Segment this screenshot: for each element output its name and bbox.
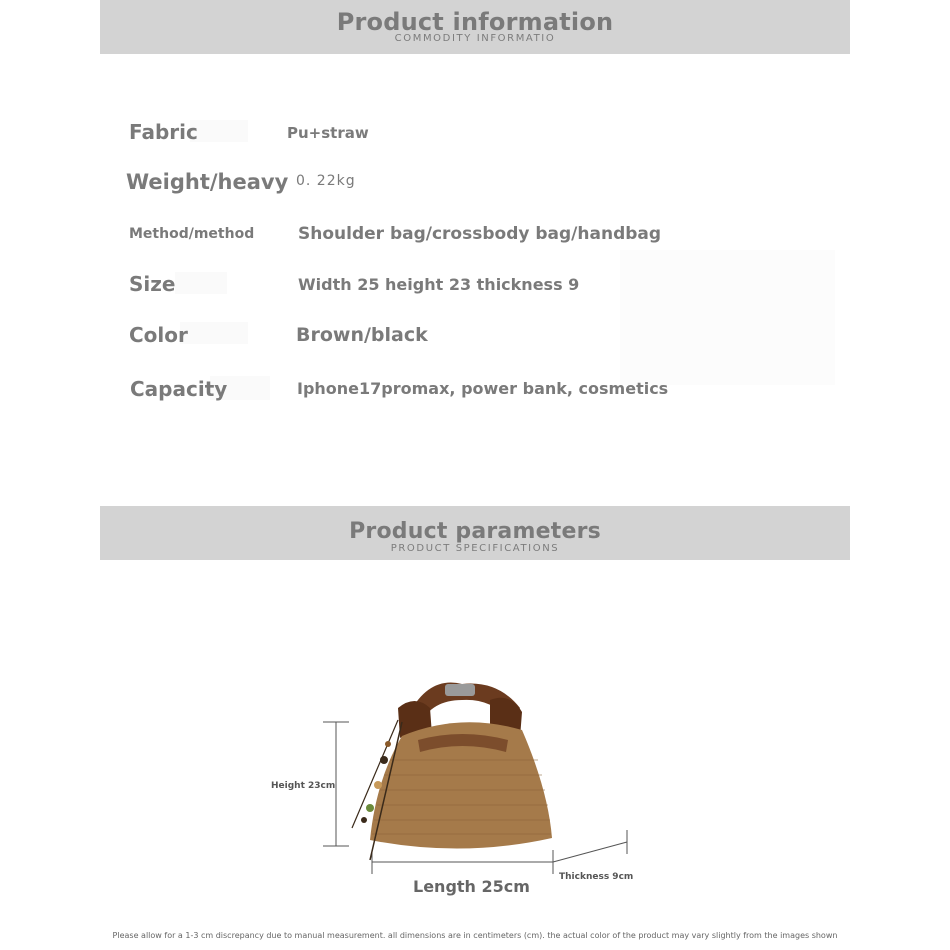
thickness-dimension-line: [553, 842, 627, 862]
method-label: Method/method: [129, 226, 255, 242]
method-value: Shoulder bag/crossbody bag/handbag: [298, 224, 662, 244]
product-information-title: Product information: [336, 8, 614, 36]
weight-value: 0. 22kg: [296, 173, 356, 189]
color-label: Color: [129, 323, 188, 347]
length-label: Length 25cm: [413, 877, 530, 896]
straw-handbag-image: [352, 683, 552, 860]
size-value: Width 25 height 23 thickness 9: [298, 275, 580, 294]
capacity-value: Iphone17promax, power bank, cosmetics: [297, 379, 669, 398]
product-parameters-title: Product parameters: [349, 519, 601, 544]
fabric-value: Pu+straw: [287, 124, 369, 142]
color-value: Brown/black: [296, 324, 428, 346]
product-information-subtitle: COMMODITY INFORMATIO: [394, 33, 556, 44]
fabric-label: Fabric: [129, 120, 198, 144]
capacity-label: Capacity: [130, 377, 228, 401]
height-label: Height 23cm: [271, 781, 336, 791]
size-label: Size: [129, 272, 176, 296]
measurement-disclaimer: Please allow for a 1-3 cm discrepancy due to manual measurement. all dimensions are in centimeters (cm). the actual color of the product may vary slightly from the images shown: [112, 931, 838, 940]
weight-label: Weight/heavy: [126, 170, 289, 194]
product-parameters-subtitle: PRODUCT SPECIFICATIONS: [390, 543, 560, 554]
thickness-label: Thickness 9cm: [559, 872, 634, 882]
